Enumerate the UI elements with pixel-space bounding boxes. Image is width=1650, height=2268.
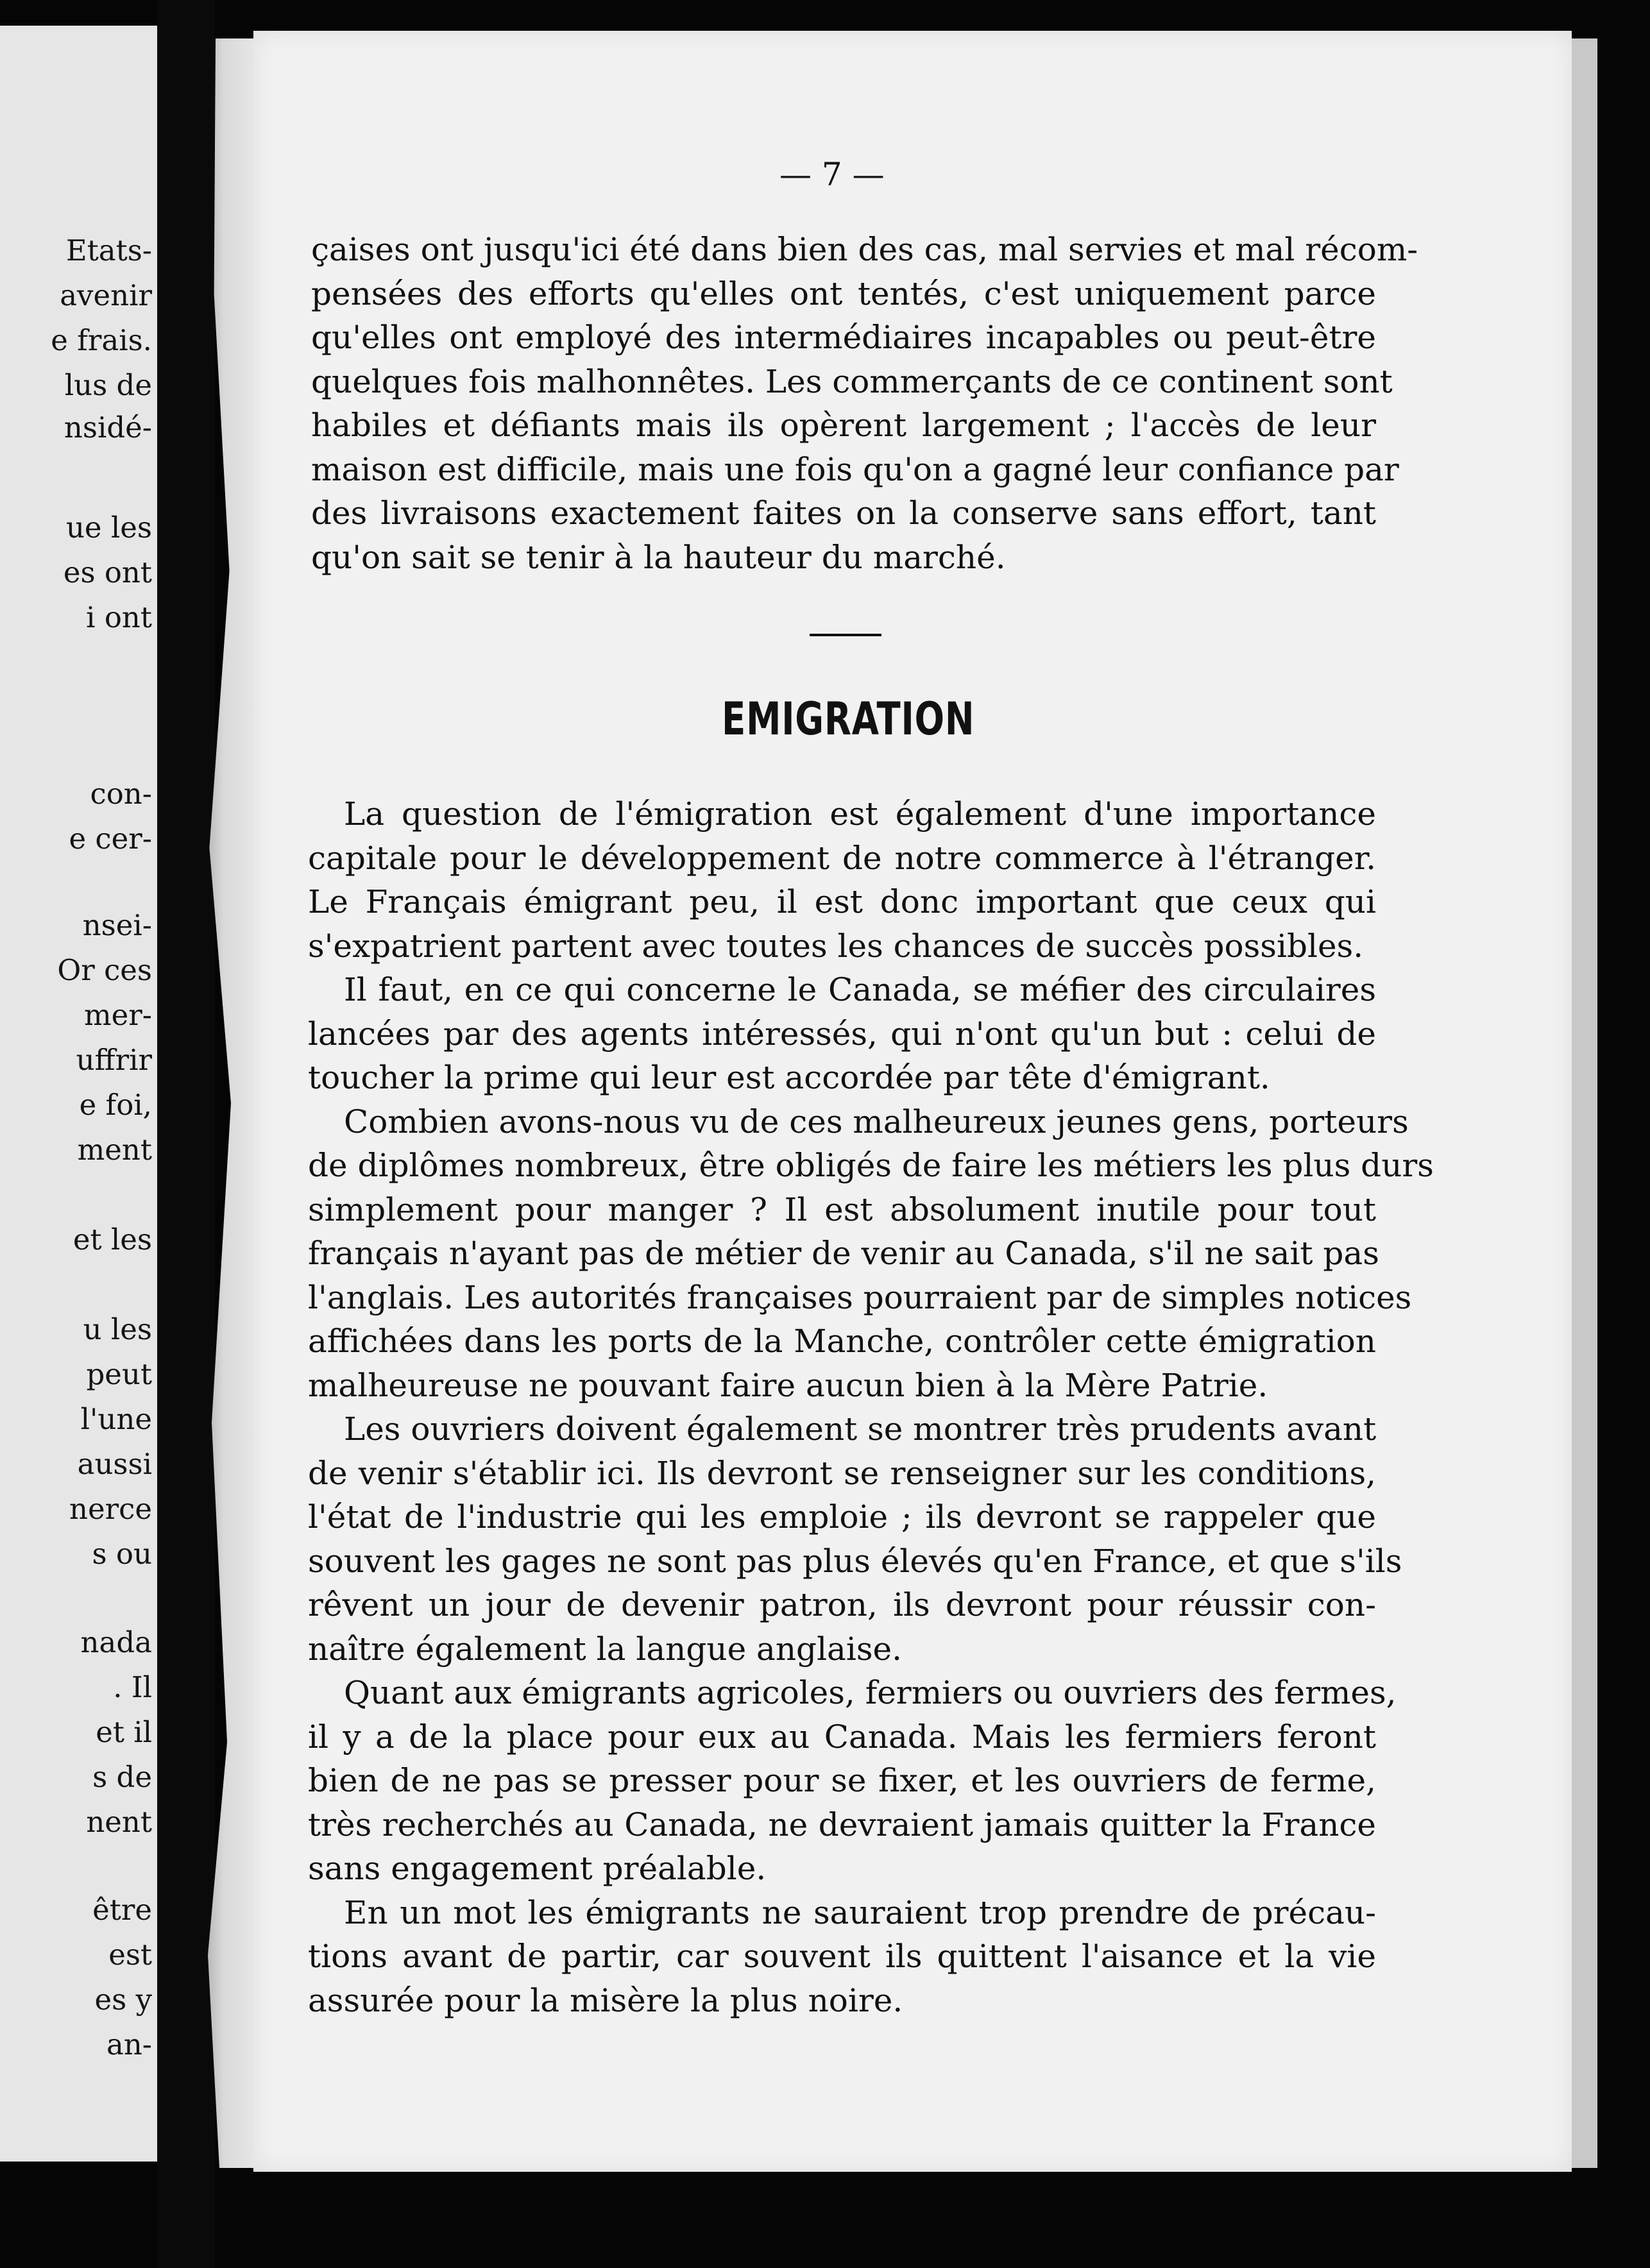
fragment-line: uffrir (76, 1043, 152, 1077)
fragment-line: e cer- (69, 822, 152, 856)
text-line: En un mot les émigrants ne sauraient trop prendre de précau- (344, 1893, 1376, 1931)
fragment-line: nada (80, 1625, 152, 1659)
fragment-line: nsidé- (64, 410, 152, 444)
fragment-line: mer- (83, 998, 152, 1032)
fragment-line: con- (90, 777, 152, 811)
text-line: tions avant de partir, car souvent ils quittent l'aisance et la vie (308, 1938, 1376, 1975)
text-line: l'état de l'industrie qui les emploie ; ils devront se rappeler que (308, 1498, 1376, 1536)
text-line: Il faut, en ce qui concerne le Canada, se méfier des circulaires (344, 971, 1376, 1008)
text-line: toucher la prime qui leur est accordée par tête d'émigrant. (308, 1059, 1270, 1096)
page-number: — 7 — (779, 156, 885, 193)
previous-page-fragment (0, 26, 157, 2162)
text-line: il y a de la place pour eux au Canada. Mais les fermiers feront (308, 1718, 1376, 1756)
text-line: des livraisons exactement faites on la conserve sans effort, tant (311, 495, 1376, 532)
text-line: de diplômes nombreux, être obligés de faire les métiers les plus durs (308, 1147, 1434, 1184)
text-line: Les ouvriers doivent également se montrer très prudents avant (344, 1410, 1377, 1448)
fragment-line: es ont (63, 555, 152, 589)
text-line: simplement pour manger ? Il est absolument inutile pour tout (308, 1190, 1376, 1228)
fragment-line: est (108, 1938, 152, 1972)
text-line: quelques fois malhonnêtes. Les commerçants de ce continent sont (311, 362, 1393, 400)
text-line: Le Français émigrant peu, il est donc important que ceux qui (308, 883, 1376, 920)
fragment-line: ue les (65, 511, 152, 545)
fragment-line: nsei- (82, 908, 152, 942)
text-line: de venir s'établir ici. Ils devront se renseigner sur les conditions, (308, 1454, 1376, 1492)
fragment-line: Or ces (57, 953, 152, 987)
text-line: malheureuse ne pouvant faire aucun bien à la Mère Patrie. (308, 1366, 1268, 1404)
text-line: assurée pour la misère la plus noire. (308, 1981, 903, 2019)
text-line: sans engagement préalable. (308, 1850, 767, 1887)
text-line: qu'on sait se tenir à la hauteur du marché. (311, 538, 1006, 576)
fragment-line: s ou (92, 1537, 152, 1571)
text-line: pensées des efforts qu'elles ont tentés, c'est uniquement parce (311, 275, 1376, 312)
text-line: çaises ont jusqu'ici été dans bien des cas, mal servies et mal récom- (311, 231, 1418, 268)
text-line: habiles et défiants mais ils opèrent largement ; l'accès de leur (311, 407, 1376, 444)
text-line: s'expatrient partent avec toutes les chances de succès possibles. (308, 927, 1364, 965)
fragment-line: l'une (80, 1402, 152, 1436)
intro-paragraph (311, 228, 1418, 579)
text-line: très recherchés au Canada, ne devraient jamais quitter la France (308, 1806, 1376, 1843)
section-title: EMIGRATION (722, 693, 975, 745)
book-gutter (157, 0, 215, 2268)
fragment-line: es y (94, 1983, 152, 2017)
fragment-line: peut (86, 1357, 152, 1391)
text-line: naître également la langue anglaise. (308, 1630, 903, 1668)
fragment-line: e foi, (79, 1088, 152, 1122)
fragment-line: e frais. (51, 323, 152, 357)
page-edge-shadow (1572, 38, 1597, 2168)
fragment-line: et il (96, 1715, 152, 1749)
fragment-line: avenir (60, 278, 152, 312)
fragment-line: i ont (86, 600, 152, 634)
text-line: lancées par des agents intéressés, qui n'ont qu'un but : celui de (308, 1015, 1376, 1053)
fragment-line: . Il (113, 1670, 152, 1704)
text-line: qu'elles ont employé des intermédiaires incapables ou peut-être (311, 319, 1376, 356)
fragment-line: et les (72, 1223, 152, 1257)
text-line: français n'ayant pas de métier de venir au Canada, s'il ne sait pas (308, 1235, 1379, 1272)
fragment-line: aussi (77, 1447, 152, 1481)
text-line: Combien avons-nous vu de ces malheureux jeunes gens, porteurs (344, 1103, 1409, 1140)
section-divider (810, 634, 881, 636)
text-line: Quant aux émigrants agricoles, fermiers ou ouvriers des fermes, (344, 1674, 1397, 1711)
text-line: maison est difficile, mais une fois qu'on a gagné leur confiance par (311, 450, 1399, 488)
section-body (308, 792, 1434, 2022)
text-line: souvent les gages ne sont pas plus élevés qu'en France, et que s'ils (308, 1542, 1402, 1580)
fragment-line: an- (106, 2027, 152, 2061)
fragment-line: lus de (64, 368, 152, 402)
fragment-line: ment (77, 1133, 152, 1167)
fragment-line: nerce (69, 1492, 152, 1526)
text-line: affichées dans les ports de la Manche, contrôler cette émigration (308, 1323, 1376, 1360)
text-line: l'anglais. Les autorités françaises pourraient par de simples notices (308, 1278, 1412, 1316)
text-line: capitale pour le développement de notre commerce à l'étranger. (308, 839, 1376, 877)
text-line: bien de ne pas se presser pour se fixer, et les ouvriers de ferme, (308, 1762, 1376, 1799)
text-line: rêvent un jour de devenir patron, ils devront pour réussir con- (308, 1586, 1376, 1623)
fragment-line: Etats- (65, 233, 152, 267)
text-line: La question de l'émigration est également d'une importance (344, 795, 1376, 833)
fragment-line: nent (86, 1805, 152, 1839)
fragment-line: s de (92, 1760, 152, 1794)
fragment-line: être (92, 1893, 152, 1927)
fragment-line: u les (83, 1312, 152, 1346)
